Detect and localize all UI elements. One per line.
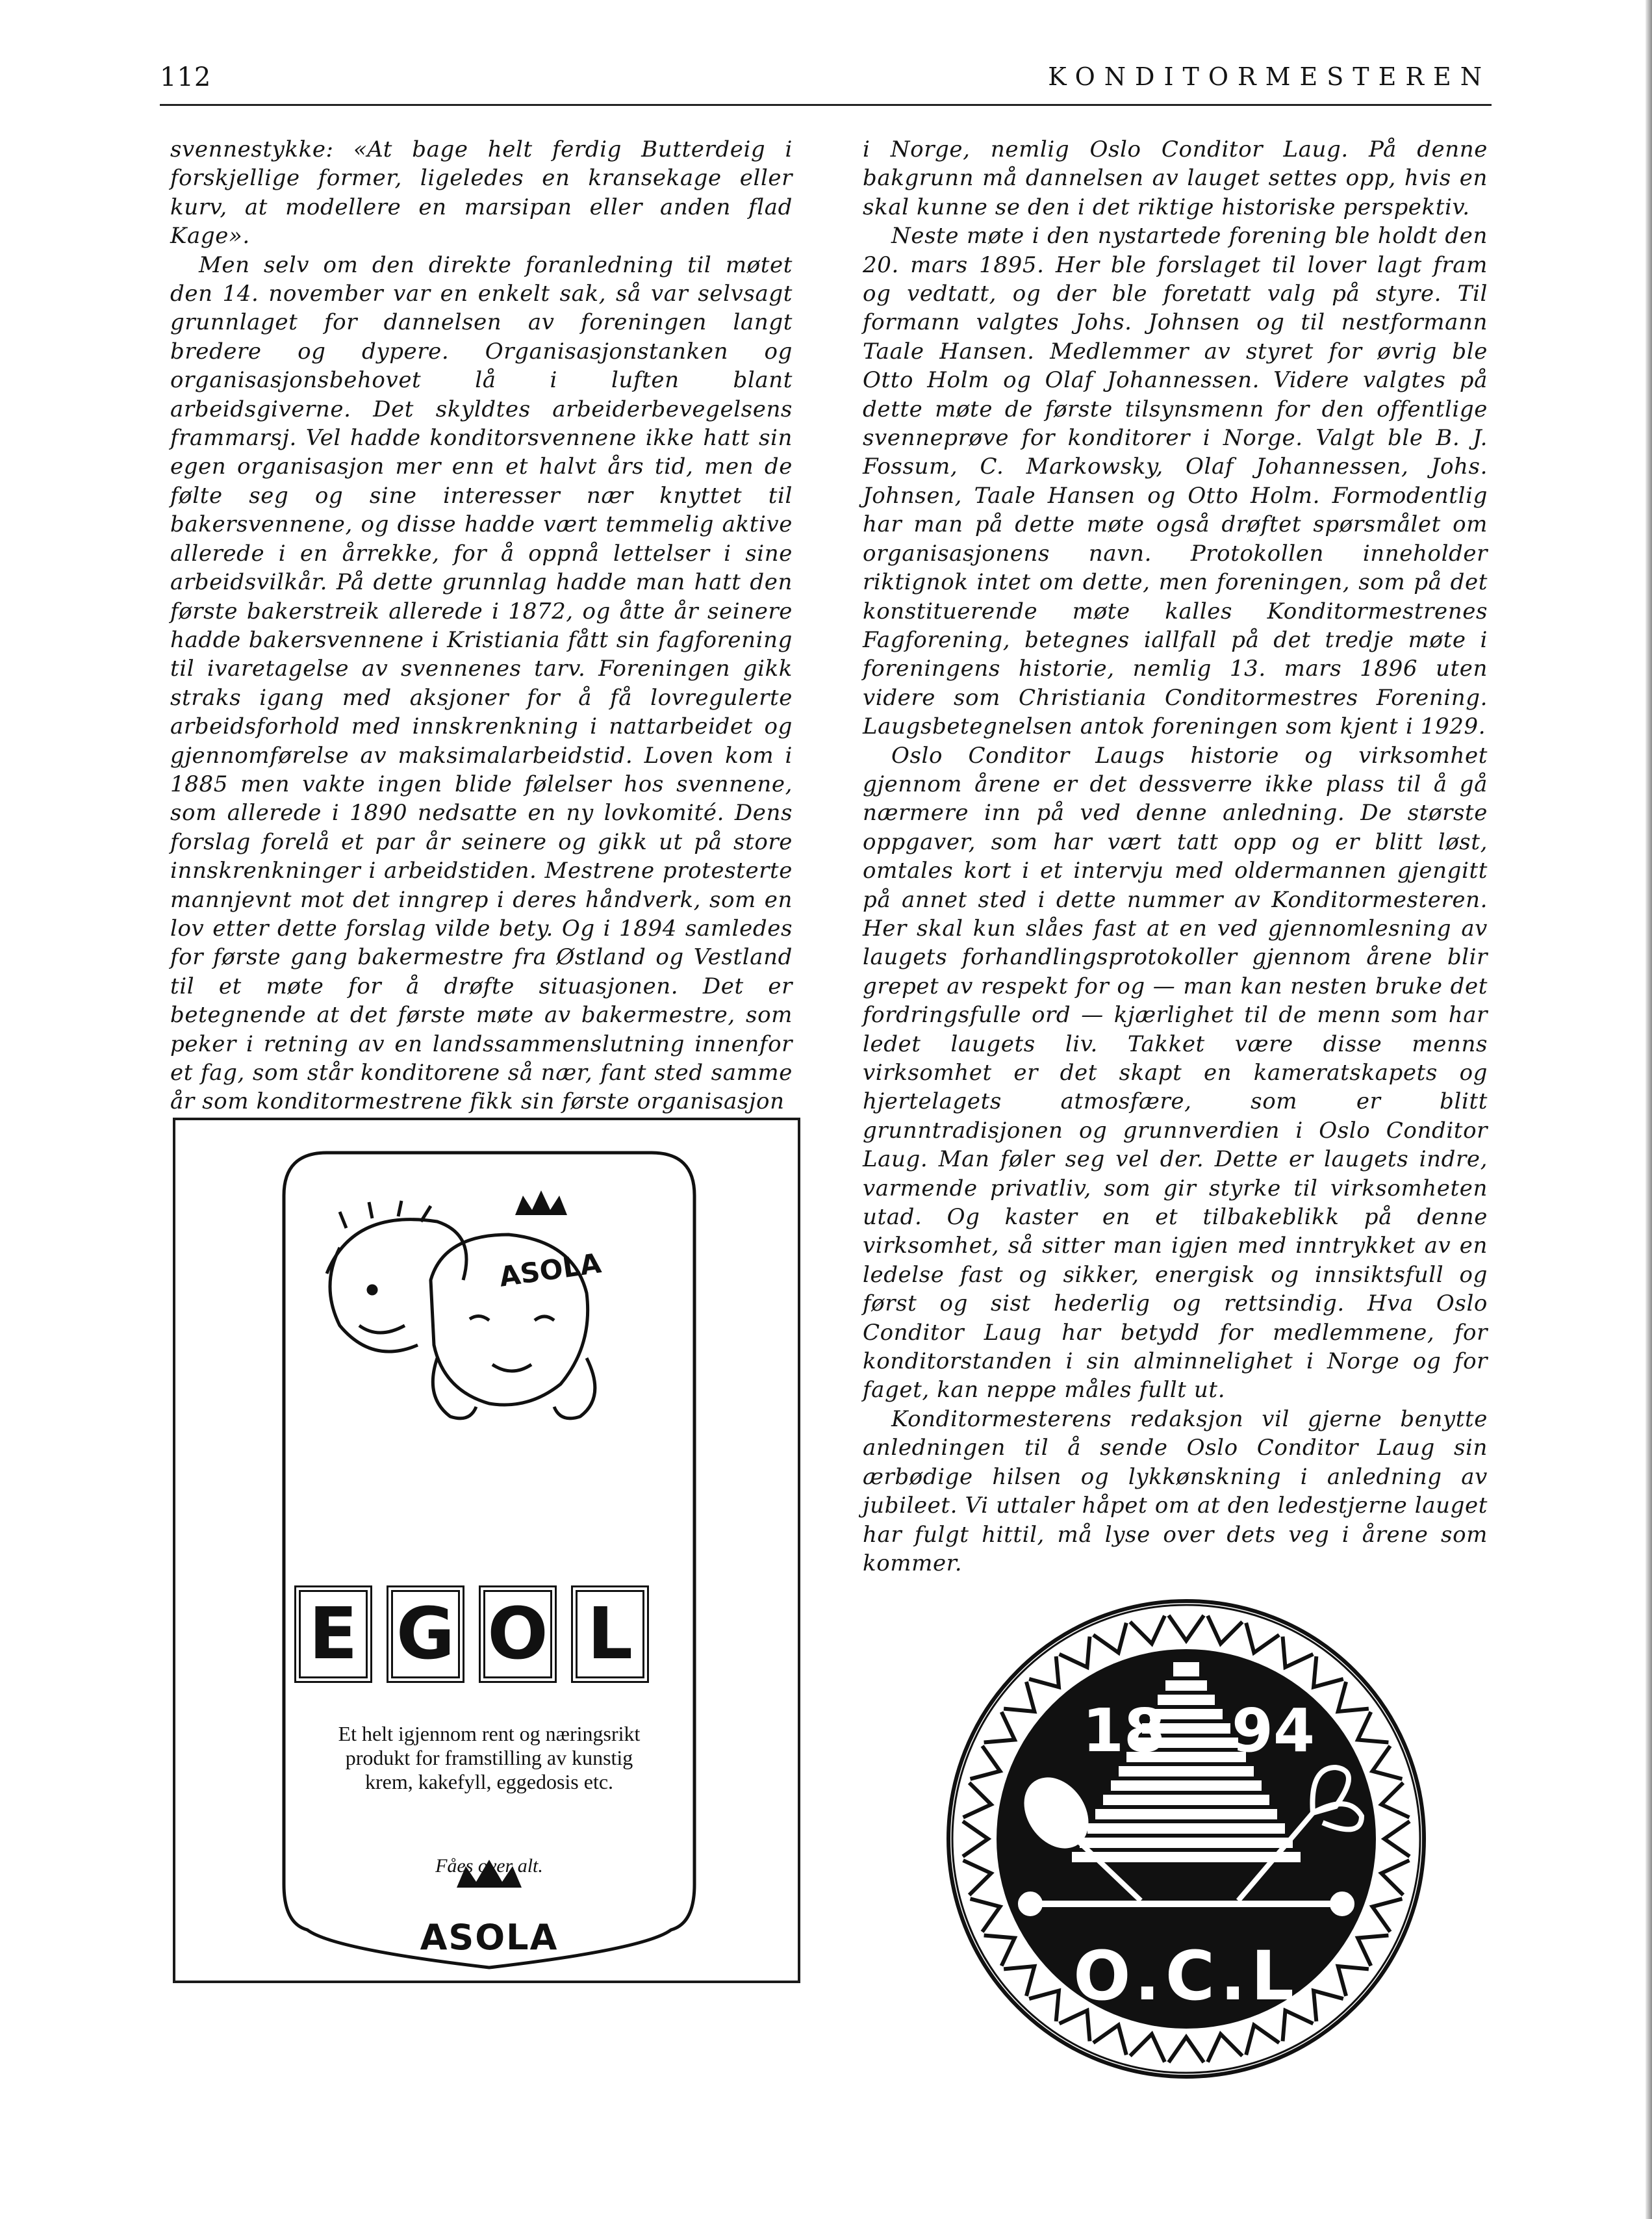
seal-abbreviation: O.C.L — [1073, 1936, 1299, 2016]
product-letter: L — [571, 1585, 649, 1683]
ad-banner — [281, 1150, 697, 1970]
seal-year-right: 94 — [1232, 1696, 1315, 1765]
paragraph: Konditormesterens redaksjon vil gjerne benytte anledningen til å sende Oslo Conditor Laug sin ærbødige hilsen og lykkønskning i anledning av jubileet. Vi uttaler håpet om at den ledestjerne lauget har fulgt hittil, må lyse over dets veg i årene som kommer. — [863, 1405, 1488, 1576]
product-letter: G — [387, 1585, 464, 1683]
boy-face-illustration — [327, 1201, 466, 1352]
asola-logo-bottom: ASOLA — [420, 1917, 559, 1958]
seal-year-left: 18 — [1082, 1696, 1166, 1765]
paragraph: Oslo Conditor Laugs historie og virksomhet gjennom årene er det dessverre ikke plass til å gå nærmere inn på ved denne anledning. De største oppgaver, som har vært tatt opp og er blitt løst, omtales kort i et intervju med oldermannen gjengitt på annet sted i dette nummer av Konditormesteren. Her skal kun slåes fast at en ved gjennomlesning av laugets forhandlingsprotokoller gjennom årene blir grepet av respekt for og — man kan nesten bruke det fordringsfulle ord — kjærlighet til de menn som har ledet laugets liv. Takket være disse menns virksomhet er det skapt en kameratskapets og hjertelagets atmosfære, som er blitt grunntradisjonen og grunnverdien i Oslo Conditor Laug. Man føler seg vel der. Dette er laugets indre, varmende privatliv, som gir styrke til virksomheten utad. Og kaster en et tilbakeblikk på denne virksomhet, så sitter man igjen med inntrykket av en ledelse fast og sikker, energisk og innsiktsfull og først og sist hederlig og rettsindig. Hva Oslo Conditor Laug har betydd for medlemmene, for konditorstanden i sin alminnelighet i Norge og for faget, kan neppe måles fullt ut. — [863, 742, 1488, 1404]
page-number: 112 — [160, 62, 212, 92]
page-header — [0, 0, 1652, 117]
egol-product-name — [294, 1585, 684, 1689]
paragraph: Neste møte i den nystartede forening ble holdt den 20. mars 1895. Her ble forslaget til lover lagt fram og vedtatt, og der ble foretatt valg på styre. Til formann valgtes Johs. Johnsen og til nestformann Taale Hansen. Medlemmer av styret for øvrig ble Otto Holm og Olaf Johannessen. Videre valgtes på dette møte de første tilsynsmenn for den offentlige svenneprøve for konditorer i Norge. Valgt ble B. J. Fossum, C. Markowsky, Olaf Johannessen, Johs. Johnsen, Taale Hansen og Otto Holm. Formodentlig har man på dette møte også drøftet spørsmålet om organisasjonens navn. Protokollen inneholder riktignok intet om dette, men foreningen, som på det konstituerende møte kalles Konditormestrenes Fagforening, betegnes iallfall på det tredje møte i foreningens historie, nemlig 13. mars 1896 uten videre som Christiania Conditormestres Forening. Laugsbetegnelsen antok foreningen som kjent i 1929. — [863, 223, 1488, 740]
ad-description: Et helt igjennom rent og næringsrikt produkt for framstilling av kunstig krem, kakefyll, eggedosis etc. — [338, 1722, 641, 1793]
right-column — [863, 135, 1488, 1578]
header-rule — [160, 104, 1492, 106]
product-letter: O — [479, 1585, 557, 1683]
crown-icon — [515, 1190, 567, 1215]
paragraph: svennestykke: «At bage helt ferdig Butterdeig i forskjellige former, ligeledes en kransekage eller kurv, at modellere en marsipan eller anden flad Kage». — [170, 136, 793, 250]
ad-banner-frame — [281, 1150, 697, 1970]
paragraph: i Norge, nemlig Oslo Conditor Laug. På denne bakgrunn må dannelsen av lauget settes opp, hvis en skal kunne se den i det riktige historiske perspektiv. — [863, 136, 1488, 220]
egol-advertisement — [173, 1118, 800, 1983]
running-head: KONDITORMESTEREN — [1048, 62, 1491, 91]
ocl-seal — [946, 1598, 1427, 2079]
ad-availability: Fåes over alt. — [435, 1855, 543, 1877]
asola-logo-top: ASOLA — [497, 1247, 604, 1293]
left-column — [170, 135, 793, 1116]
product-letter: E — [294, 1585, 372, 1683]
paragraph: Men selv om den direkte foranledning til møtet den 14. november var en enkelt sak, så var selvsagt grunnlaget for dannelsen av foreningen langt bredere og dypere. Organisasjonstanken og organisasjonsbehovet lå i luften blant arbeidsgiverne. Det skyldtes arbeiderbevegelsens frammarsj. Vel hadde konditorsvennene ikke hatt sin egen organisasjon mer enn et halvt års tid, men de følte seg og sine interesser nær knyttet til bakersvennene, og disse hadde vært temmelig aktive allerede i en årrekke, for å oppnå lettelser i sine arbeidsvilkår. På dette grunnlag hadde man hatt den første bakerstreik allerede i 1872, og åtte år seinere hadde bakersvennene i Kristiania fått sin fagforening til ivaretagelse av svennenes tarv. Foreningen gikk straks igang med aksjoner for å få lovregulerte arbeidsforhold med innskrenkning i nattarbeidet og gjennomførelse av maksimalarbeidstid. Loven kom i 1885 men vakte ingen blide følelser hos svennene, som allerede i 1890 nedsatte en ny lovkomité. Dens forslag forelå et par år seinere og gikk ut på store innskrenkninger i arbeidstiden. Mestrene protesterte mannjevnt mot det inngrep i deres håndverk, som en lov etter dette forslag vilde bety. Og i 1894 samledes for første gang bakermestre fra Østland og Vestland til et møte for å drøfte situasjonen. Det er betegnende at det første møte av bakermestre, som peker i retning av en landssammenslutning innenfor et fag, som står konditorene så nær, fant sted samme år som konditormestrene fikk sin første organisasjon — [170, 251, 793, 1115]
scan-edge — [1646, 0, 1652, 2219]
